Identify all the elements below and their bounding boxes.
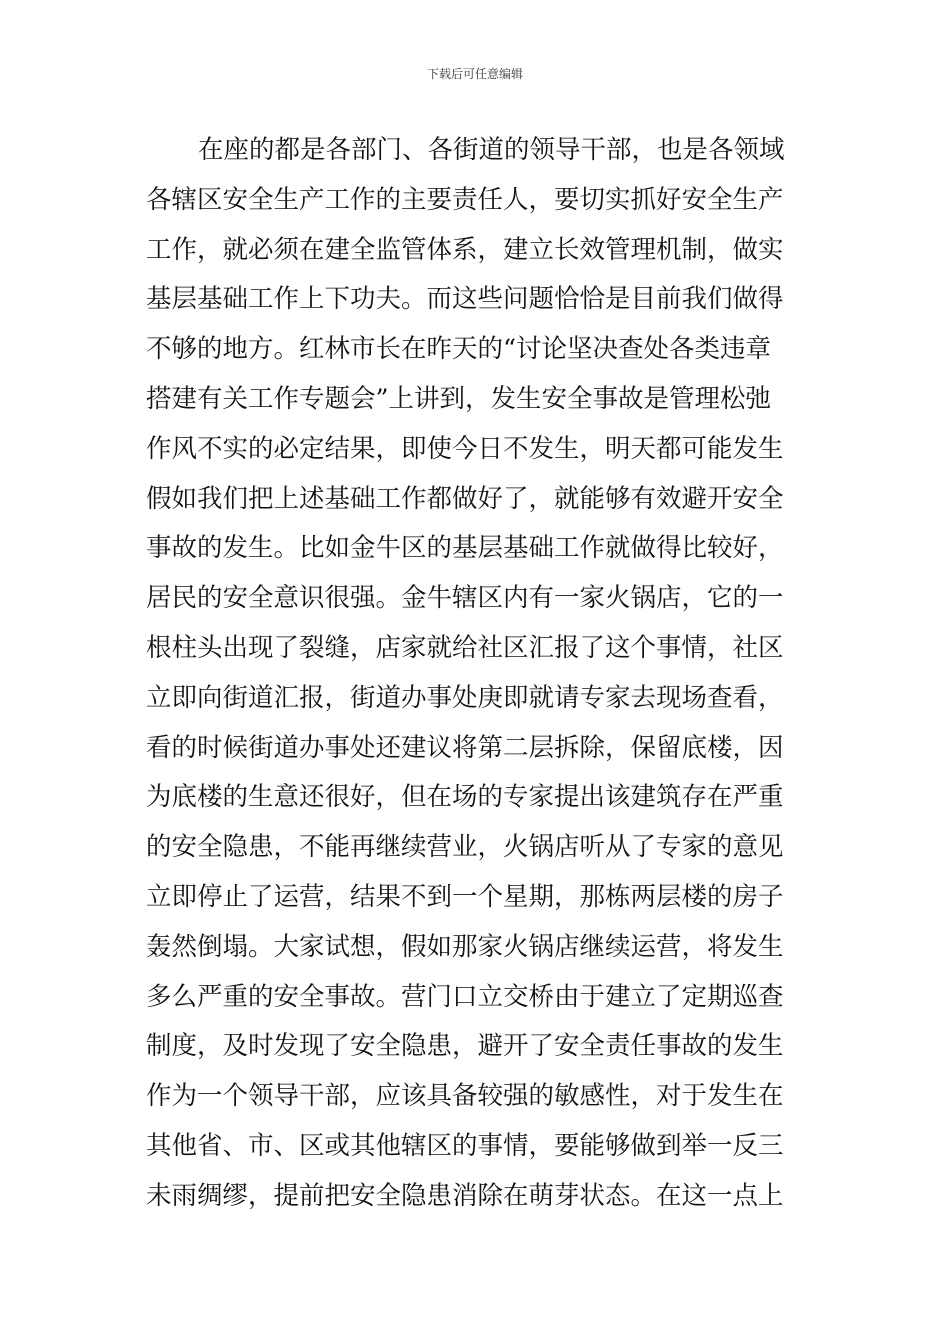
body-text xyxy=(146,126,810,1222)
paragraph-line: 作风不实的必定结果，即使今日不发生，明天都可能发生 xyxy=(146,433,784,464)
paragraph-line: 工作，就必须在建全监管体系，建立长效管理机制，做实 xyxy=(146,234,784,265)
paragraph-line: 在座的都是各部门、各街道的领导干部，也是各领域 xyxy=(198,135,785,165)
paragraph-line: 为底楼的生意还很好，但在场的专家提出该建筑存在严重 xyxy=(146,782,784,813)
paragraph-line: 制度，及时发现了安全隐患，避开了安全责任事故的发生 xyxy=(146,1031,784,1062)
paragraph-line: 轰然倒塌。大家试想，假如那家火锅店继续运营，将发生 xyxy=(146,931,784,962)
paragraph-line: 假如我们把上述基础工作都做好了，就能够有效避开安全 xyxy=(146,483,784,514)
paragraph-line: 看的时候街道办事处还建议将第二层拆除，保留底楼，因 xyxy=(146,732,784,763)
paragraph-line: 搭建有关工作专题会”上讲到，发生安全事故是管理松弛 xyxy=(146,383,772,414)
paragraph-line: 基层基础工作上下功夫。而这些问题恰恰是目前我们做得 xyxy=(146,284,784,315)
paragraph-line: 根柱头出现了裂缝，店家就给社区汇报了这个事情，社区 xyxy=(146,632,784,663)
paragraph-line: 作为一个领导干部，应该具备较强的敏感性，对于发生在 xyxy=(146,1081,784,1112)
paragraph-line: 各辖区安全生产工作的主要责任人，要切实抓好安全生产 xyxy=(146,184,784,215)
paragraph-line: 立即向街道汇报，街道办事处庚即就请专家去现场查看， xyxy=(146,682,784,713)
paragraph-line: 多么严重的安全事故。营门口立交桥由于建立了定期巡查 xyxy=(146,981,784,1012)
paragraph-line: 不够的地方。红林市长在昨天的“讨论坚决查处各类违章 xyxy=(146,334,772,365)
paragraph-line: 立即停止了运营，结果不到一个星期，那栋两层楼的房子 xyxy=(146,881,784,912)
paragraph-line: 的安全隐患，不能再继续营业，火锅店听从了专家的意见 xyxy=(146,832,784,863)
paragraph-line: 其他省、市、区或其他辖区的事情，要能够做到举一反三 xyxy=(146,1130,784,1161)
page-header: 下载后可任意编辑 xyxy=(426,67,523,81)
paragraph-line: 居民的安全意识很强。金牛辖区内有一家火锅店，它的一 xyxy=(146,583,784,614)
paragraph-line: 事故的发生。比如金牛区的基层基础工作就做得比较好， xyxy=(146,533,784,564)
paragraph-line: 未雨绸缪，提前把安全隐患消除在萌芽状态。在这一点上 xyxy=(146,1180,784,1211)
